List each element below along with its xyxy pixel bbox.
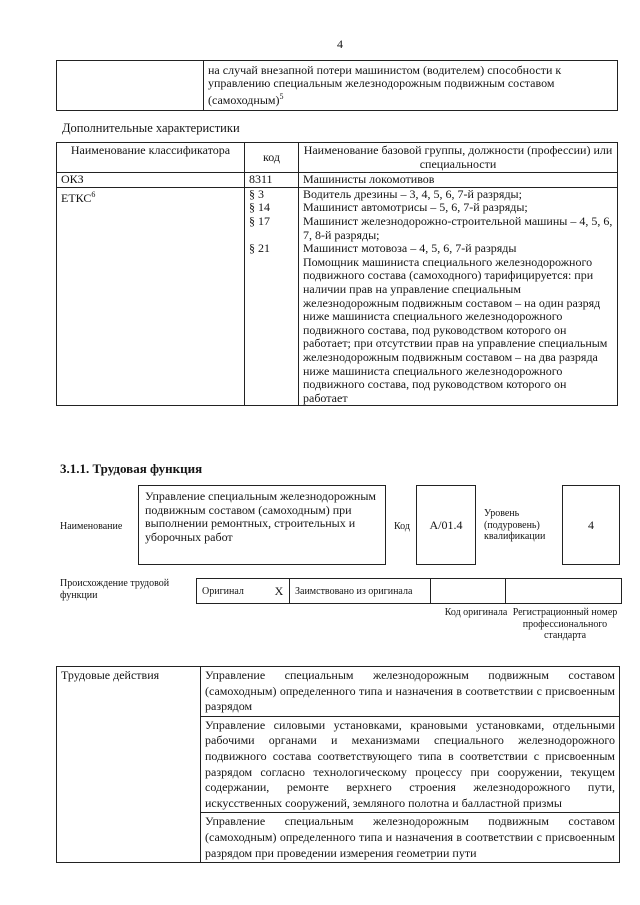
registration-number-caption: Регистрационный номер профессионального стандарта	[512, 607, 618, 641]
level-label: Уровень (подуровень) квалификации	[484, 508, 546, 542]
etks-classifier	[57, 187, 245, 406]
continuation-text: на случай внезапной потери машинистом (водителем) способности к управлению специальным железнодорожным подвижным составом (самоходным)	[208, 63, 562, 107]
origin-label: Происхождение трудовой функции	[60, 578, 170, 601]
etks-name-line: Помощник машиниста специального железнодорожного подвижного состава (самоходного) тарифицируется: при наличии прав на управление специальным железнодорожным подвижным составом – на один разряд ниже машиниста специального железнодорожного подвижного состава, под руководством которого он работает; при отсутствии прав на управление специальным железнодорожным подвижным составом – на два разряда ниже машиниста специального железнодорожного подвижного состава, под руководством которого он работает	[303, 254, 608, 405]
name-label: Наименование	[60, 521, 123, 532]
original-mark: X	[269, 579, 290, 604]
continuation-table	[56, 60, 618, 111]
okz-name: Машинисты локомотивов	[299, 173, 618, 188]
labor-function-title: 3.1.1. Трудовая функция	[60, 461, 203, 476]
etks-row	[57, 187, 618, 406]
header-classifier: Наименование классификатора	[57, 143, 245, 173]
labor-action-row	[57, 667, 620, 717]
classifier-header-row	[57, 143, 618, 173]
function-name-box: Управление специальным железнодорожным подвижным составом (самоходным) при выполнении ремонтных, строительных и уборочных работ	[138, 485, 386, 565]
footnote-mark-5: 5	[279, 92, 284, 101]
okz-row	[57, 173, 618, 188]
etks-label: ЕТКС	[61, 190, 92, 205]
labor-actions-label: Трудовые действия	[57, 667, 201, 863]
etks-name-line: Машинист автомотрисы – 5, 6, 7-й разряды;	[303, 200, 528, 215]
etks-code: § 21	[249, 241, 270, 256]
origin-table	[196, 578, 622, 604]
etks-names	[299, 187, 618, 406]
okz-classifier: ОКЗ	[57, 173, 245, 188]
qualification-level-box: 4	[562, 485, 620, 565]
header-code: код	[245, 143, 299, 173]
etks-codes	[245, 187, 299, 406]
original-code-cell	[431, 579, 506, 604]
etks-code: § 14	[249, 200, 270, 215]
etks-code: § 17	[249, 213, 270, 228]
original-code-caption: Код оригинала	[444, 607, 508, 618]
footnote-mark-6: 6	[91, 189, 96, 199]
classifier-table	[56, 142, 618, 406]
labor-action-item: Управление специальным железнодорожным подвижным составом (самоходным) определенного типа и назначения в соответствии с присвоенным разрядом	[201, 667, 620, 717]
continuation-cell	[204, 61, 618, 111]
code-label: Код	[394, 521, 410, 532]
etks-name-line: Водитель дрезины – 3, 4, 5, 6, 7-й разряды;	[303, 186, 522, 201]
additional-characteristics-label: Дополнительные характеристики	[62, 121, 240, 135]
labor-actions-table	[56, 666, 620, 863]
empty-cell	[57, 61, 204, 111]
okz-code: 8311	[245, 173, 299, 188]
function-code-box: А/01.4	[416, 485, 476, 565]
registration-number-cell	[506, 579, 622, 604]
etks-name-line: Машинист мотовоза – 4, 5, 6, 7-й разряды	[303, 241, 517, 256]
labor-action-item: Управление специальным железнодорожным подвижным составом (самоходным) определенного типа и назначения в соответствии с присвоенным разрядом при проведении измерения геометрии пути	[201, 813, 620, 863]
borrowed-label: Заимствовано из оригинала	[290, 579, 431, 604]
labor-action-item: Управление силовыми установками, крановыми установками, отдельными рабочими органами и механизмами специального железнодорожного подвижного состава соответствующего типа в соответствии с присвоенным разрядом согласно технологическому процессу при сооружении, текущем содержании, ремонте верхнего строения железнодорожного пути, искусственных сооружений, земляного полотна и балластной призмы	[201, 716, 620, 813]
etks-code: § 3	[249, 186, 264, 201]
original-label: Оригинал	[197, 579, 270, 604]
page-number: 4	[337, 37, 343, 51]
etks-name-line: Машинист железнодорожно-строительной машины – 4, 5, 6, 7, 8-й разряды;	[303, 213, 613, 242]
header-name: Наименование базовой группы, должности (профессии) или специальности	[299, 143, 618, 173]
